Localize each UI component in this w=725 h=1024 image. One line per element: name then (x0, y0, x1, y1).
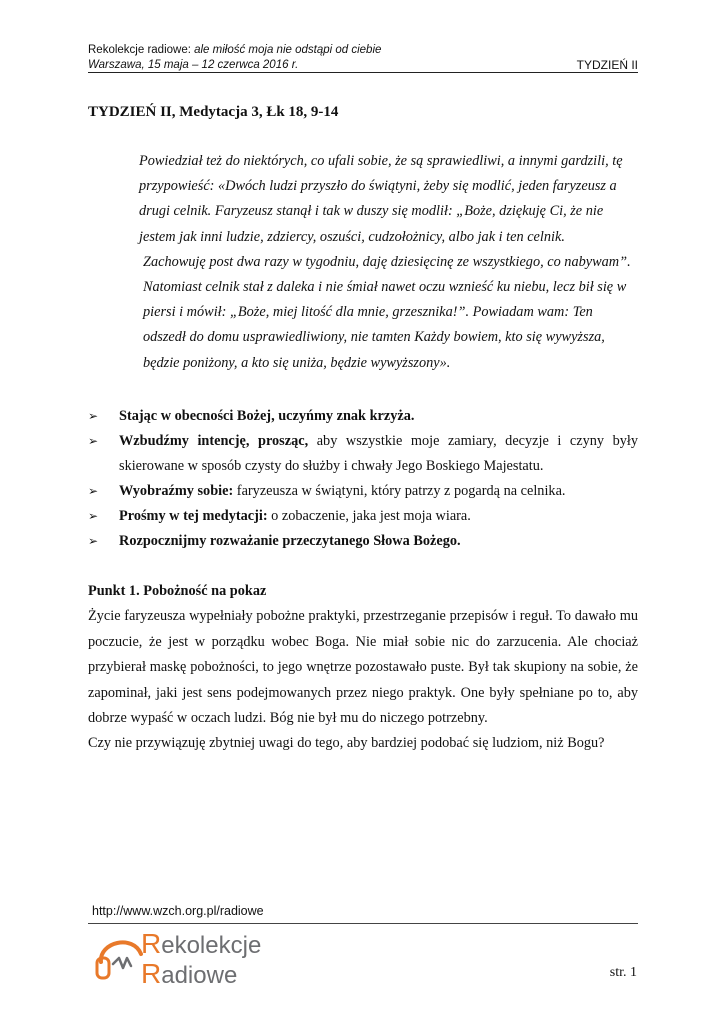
list-item-bold: Prośmy w tej medytacji: (119, 508, 268, 524)
footer-url-link[interactable]: http://www.wzch.org.pl/radiowe (92, 904, 264, 918)
list-item-bold: Rozpocznijmy rozważanie przeczytanego Słowa Bożego. (119, 533, 461, 549)
header-series: Rekolekcje radiowe: (88, 44, 195, 56)
arrow-bullet-icon: ➢ (88, 434, 99, 448)
footer-divider (88, 923, 638, 924)
list-item-bold: Wyobraźmy sobie: (119, 483, 234, 499)
list-item (88, 479, 638, 504)
list-item-text: aby wszystkie moje zamiary, decyzje i czyny były skierowane w sposób czysty do służby i chwały Jego Boskiego Majestatu. (119, 433, 638, 474)
logo-line-1 (141, 928, 261, 959)
prayer-steps-list (88, 404, 638, 554)
list-item (88, 504, 638, 529)
list-item-text: faryzeusza w świątyni, który patrzy z pogardą na celnika. (233, 483, 566, 499)
arrow-bullet-icon: ➢ (88, 534, 99, 548)
header-series-title: ale miłość moja nie odstąpi od ciebie (194, 44, 382, 56)
logo-word-1-rest: ekolekcje (161, 932, 262, 959)
page-number: str. 1 (609, 965, 637, 980)
header-week: TYDZIEŃ II (576, 58, 638, 72)
list-item-bold: Wzbudźmy intencję, prosząc, (119, 433, 309, 449)
scripture-quote-part-1: Powiedział też do niektórych, co ufali sobie, że są sprawiedliwi, a innymi gardzili, tę przypowieść: «Dwóch ludzi przyszło do świątyni, żeby się modlić, jeden faryzeusz a drugi celnik. Faryzeusz stanął i tak w duszy się modlił: „Boże, dziękuję Ci, że nie jestem jak inni ludzie, zdziercy, oszuści, cudzołożnicy, albo jak i ten celnik. (139, 153, 623, 245)
section-heading: Punkt 1. Pobożność na pokaz (88, 583, 267, 599)
list-item-text: o zobaczenie, jaka jest moja wiara. (267, 508, 471, 524)
logo-line-2 (141, 958, 237, 988)
scripture-quote (139, 149, 639, 376)
header-divider (88, 72, 638, 73)
section-question: Czy nie przywiązuję zbytniej uwagi do tego, aby bardziej podobać się ludziom, niż Bogu? (88, 735, 605, 752)
section-paragraph: Życie faryzeusza wypełniały pobożne praktyki, przestrzeganie przepisów i reguł. To dawało mu poczucie, że jest w porządku wobec Boga. Nie miał sobie nic do zarzucenia. Ale chociaż przybierał maskę pobożności, to jego wnętrze pozostawało puste. Był tak skupiony na sobie, że zapominał, jaki jest sens podejmowanych przez niego praktyk. One były spełniane po to, aby dobrze wypaść w oczach ludzi. Bóg nie był mu do niczego potrzebny. (88, 608, 638, 727)
list-item (88, 529, 638, 554)
rekolekcje-radiowe-logo (93, 928, 293, 988)
logo-word-2-rest: adiowe (161, 962, 238, 988)
logo-initial-r: R (141, 928, 162, 959)
meditation-title: TYDZIEŃ II, Medytacja 3, Łk 18, 9-14 (88, 104, 339, 120)
scripture-quote-part-2: Zachowuję post dwa razy w tygodniu, daję dziesięcinę ze wszystkiego, co nabywam”. Natomiast celnik stał z daleka i nie śmiał nawet oczu wznieść ku niebu, lecz bił się w piersi i mówił: „Boże, miej litość dla mnie, grzesznika!”. Powiadam wam: Ten odszedł do domu usprawiedliwiony, nie tamten Każdy bowiem, kto się wywyższa, będzie poniżony, a kto się uniża, będzie wywyższony». (143, 253, 631, 371)
logo-initial-r-2: R (141, 958, 162, 988)
list-item (88, 429, 638, 479)
point-1-section (88, 579, 638, 757)
running-header (88, 43, 638, 73)
arrow-bullet-icon: ➢ (88, 509, 99, 523)
header-date-place: Warszawa, 15 maja – 12 czerwca 2016 r. (88, 59, 299, 71)
arrow-bullet-icon: ➢ (88, 409, 99, 423)
headphones-icon (97, 942, 141, 978)
list-item-bold: Stając w obecności Bożej, uczyńmy znak krzyża. (119, 408, 415, 424)
arrow-bullet-icon: ➢ (88, 484, 99, 498)
header-line-1 (88, 43, 638, 58)
list-item (88, 404, 638, 429)
